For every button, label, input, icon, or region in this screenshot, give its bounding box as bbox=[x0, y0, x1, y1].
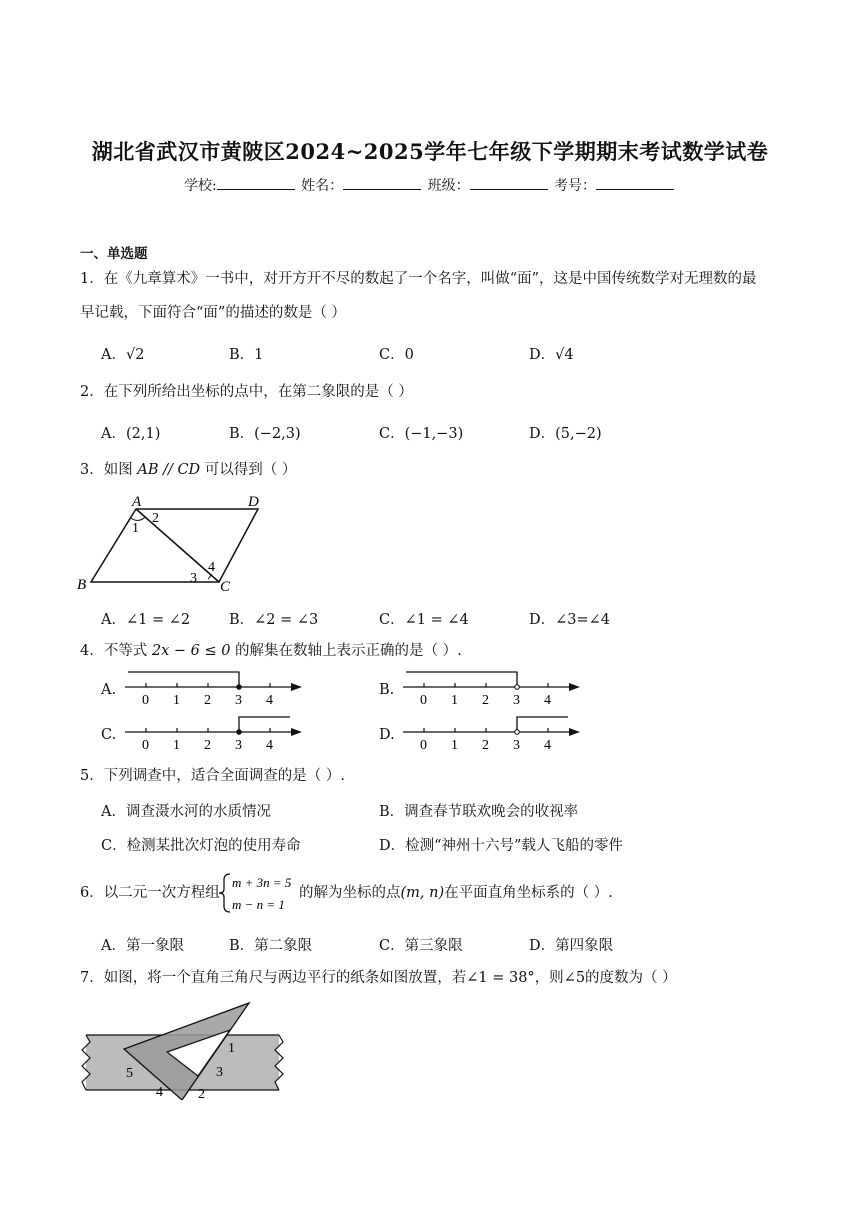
q1-option-d[interactable]: D．√4 bbox=[529, 347, 574, 363]
q3-angle-1: 1 bbox=[132, 521, 139, 536]
tick-label: 1 bbox=[173, 738, 180, 753]
q3-angle-2: 2 bbox=[152, 511, 159, 526]
q6-option-d[interactable]: D．第四象限 bbox=[529, 938, 614, 954]
tick-label: 3 bbox=[235, 693, 242, 708]
q3-option-b[interactable]: B．∠2 = ∠3 bbox=[229, 612, 319, 628]
q3-label-c: C bbox=[220, 579, 231, 592]
q6-option-b[interactable]: B．第二象限 bbox=[229, 938, 313, 954]
q1-stem-line1: 1．在《九章算术》一书中，对开方开不尽的数起了一个名字，叫做“面”，这是中国传统数学对无理数的最 bbox=[80, 271, 757, 287]
tick-label: 3 bbox=[513, 738, 520, 753]
q1-option-b[interactable]: B．1 bbox=[229, 347, 264, 363]
q3-label-b: B bbox=[77, 577, 87, 592]
class-blank[interactable] bbox=[470, 177, 548, 190]
section-heading: 一、单选题 bbox=[80, 246, 148, 262]
tick-label: 0 bbox=[142, 738, 149, 753]
q4-stem: 4．不等式 2x − 6 ≤ 0 的解集在数轴上表示正确的是（ ）. bbox=[80, 643, 462, 659]
q1-option-c[interactable]: C．0 bbox=[379, 347, 414, 363]
name-blank[interactable] bbox=[343, 177, 421, 190]
endpoint-dot bbox=[515, 730, 520, 735]
q5-option-d[interactable]: D．检测“神州十六号”载人飞船的零件 bbox=[379, 838, 623, 854]
solution-bracket bbox=[128, 672, 239, 687]
q7-angle-3: 3 bbox=[216, 1065, 223, 1080]
axis-arrow bbox=[291, 728, 302, 736]
q6-option-a[interactable]: A．第一象限 bbox=[101, 938, 184, 954]
exam-no-blank[interactable] bbox=[596, 177, 674, 190]
q6-equation-system bbox=[218, 871, 298, 915]
tick-label: 0 bbox=[420, 693, 427, 708]
exam-no-label: 考号： bbox=[554, 178, 597, 194]
q4-option-c-letter[interactable]: C. bbox=[101, 727, 117, 743]
q6-eq1: m + 3n = 5 bbox=[232, 875, 292, 890]
page-title: 湖北省武汉市黄陂区2024~2025学年七年级下学期期末考试数学试卷 bbox=[91, 139, 769, 164]
tick-label: 3 bbox=[235, 738, 242, 753]
q4-numberline-b[interactable] bbox=[398, 670, 583, 710]
q7-triangle-ruler-figure bbox=[74, 1000, 294, 1100]
tick-label: 4 bbox=[266, 693, 273, 708]
q7-angle-4: 4 bbox=[156, 1085, 163, 1100]
solution-bracket bbox=[517, 717, 568, 732]
q3-label-a: A bbox=[132, 494, 142, 510]
class-label: 班级： bbox=[427, 178, 470, 194]
student-info-line bbox=[0, 175, 860, 195]
q7-angle-5: 5 bbox=[126, 1066, 133, 1081]
tick-label: 2 bbox=[204, 693, 211, 708]
tick-label: 2 bbox=[482, 693, 489, 708]
q2-option-b[interactable]: B．(−2,3) bbox=[229, 426, 301, 442]
q4-numberline-d[interactable] bbox=[398, 715, 583, 755]
tick-label: 3 bbox=[513, 693, 520, 708]
q5-option-b[interactable]: B．调查春节联欢晚会的收视率 bbox=[379, 804, 579, 820]
name-label: 姓名： bbox=[301, 178, 344, 194]
q5-stem: 5．下列调查中，适合全面调查的是（ ）. bbox=[80, 768, 345, 784]
solution-bracket bbox=[239, 717, 290, 732]
q2-option-c[interactable]: C．(−1,−3) bbox=[379, 426, 464, 442]
endpoint-dot bbox=[237, 730, 242, 735]
q3-label-d: D bbox=[248, 494, 259, 510]
q2-option-a[interactable]: A．(2,1) bbox=[101, 426, 161, 442]
q6-eq2: m − n = 1 bbox=[232, 897, 285, 912]
q6-option-c[interactable]: C．第三象限 bbox=[379, 938, 463, 954]
q1-a-sqrt: √2 bbox=[125, 347, 145, 363]
q3-option-c[interactable]: C．∠1 = ∠4 bbox=[379, 612, 469, 628]
q3-parallel-expr: AB // CD bbox=[137, 462, 201, 478]
q4-inequality: 2x − 6 ≤ 0 bbox=[151, 643, 231, 659]
q7-angle-2: 2 bbox=[198, 1087, 205, 1100]
endpoint-dot bbox=[237, 685, 242, 690]
q4-option-b-letter[interactable]: B. bbox=[379, 682, 395, 698]
q6-stem-mid: 的解为坐标的点(m, n)在平面直角坐标系的（ ）. bbox=[299, 885, 613, 901]
q3-option-d[interactable]: D．∠3=∠4 bbox=[529, 612, 611, 628]
tick-label: 4 bbox=[544, 693, 551, 708]
q1-stem-line2: 早记载，下面符合“面”的描述的数是（ ） bbox=[80, 305, 346, 321]
q7-stem: 7．如图，将一个直角三角尺与两边平行的纸条如图放置，若∠1 = 38°，则∠5的度数为（ ） bbox=[80, 970, 677, 986]
q3-stem: 3．如图 AB // CD 可以得到（ ） bbox=[80, 462, 297, 478]
q3-parallelogram-figure bbox=[74, 490, 274, 592]
tick-label: 4 bbox=[266, 738, 273, 753]
tick-label: 4 bbox=[544, 738, 551, 753]
q4-option-d-letter[interactable]: D. bbox=[379, 727, 395, 743]
q4-numberline-c[interactable] bbox=[120, 715, 305, 755]
tick-label: 2 bbox=[204, 738, 211, 753]
q1-option-a[interactable]: A．√2 bbox=[101, 347, 145, 363]
q5-option-a[interactable]: A．调查滠水河的水质情况 bbox=[101, 804, 271, 820]
tick-label: 1 bbox=[451, 693, 458, 708]
axis-arrow bbox=[291, 683, 302, 691]
q1-d-sqrt: √4 bbox=[555, 347, 574, 363]
q2-stem: 2．在下列所给出坐标的点中，在第二象限的是（ ） bbox=[80, 384, 413, 400]
tick-label: 1 bbox=[173, 693, 180, 708]
q2-option-d[interactable]: D．(5,−2) bbox=[529, 426, 602, 442]
axis-arrow bbox=[569, 728, 580, 736]
q5-option-c[interactable]: C．检测某批次灯泡的使用寿命 bbox=[101, 838, 301, 854]
q7-angle-1: 1 bbox=[228, 1041, 235, 1056]
endpoint-dot bbox=[515, 685, 520, 690]
school-blank[interactable] bbox=[217, 177, 295, 190]
tick-label: 0 bbox=[420, 738, 427, 753]
solution-bracket bbox=[406, 672, 517, 687]
tick-label: 1 bbox=[451, 738, 458, 753]
q4-numberline-a[interactable] bbox=[120, 670, 305, 710]
q3-angle-3: 3 bbox=[190, 571, 197, 586]
q6-point: (m, n) bbox=[400, 885, 445, 901]
q4-option-a-letter[interactable]: A. bbox=[101, 682, 117, 698]
tick-label: 0 bbox=[142, 693, 149, 708]
q3-option-a[interactable]: A．∠1 = ∠2 bbox=[101, 612, 191, 628]
tick-label: 2 bbox=[482, 738, 489, 753]
q6-stem-pre: 6．以二元一次方程组 bbox=[80, 885, 220, 901]
q3-angle-4: 4 bbox=[208, 560, 215, 575]
axis-arrow bbox=[569, 683, 580, 691]
school-label: 学校: bbox=[183, 178, 217, 194]
